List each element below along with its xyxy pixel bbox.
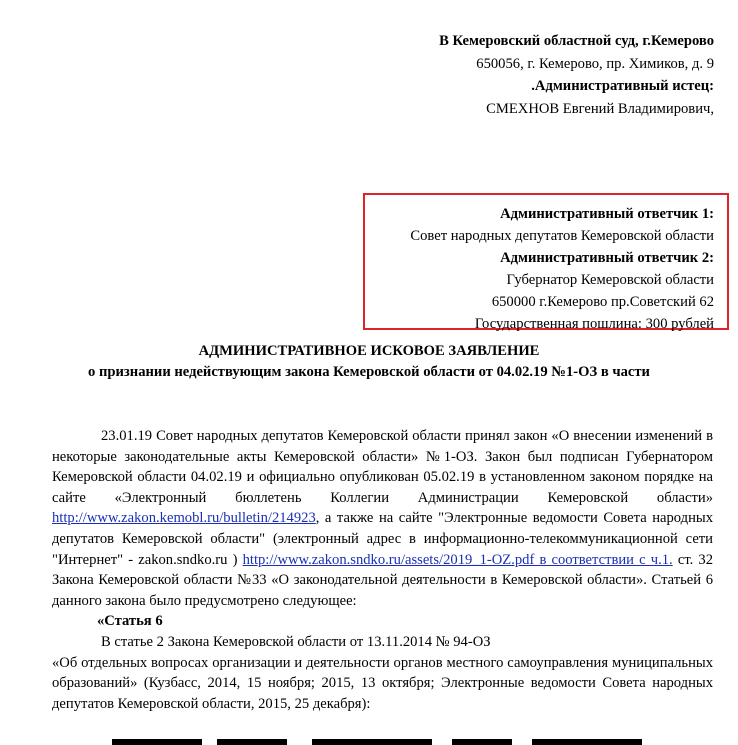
paragraph-1-part-c: ст. 32 Закона Кемеровской области №33 «О законодательной деятельности в Кемеровской области». Статьей 6 данного закона было предусмотрено следующее: — [52, 551, 713, 609]
respondent-2-address: 650000 г.Кемерово пр.Советский 62 — [491, 294, 714, 310]
article-heading: «Статья 6 — [97, 613, 163, 630]
bulletin-link[interactable]: http://www.zakon.kemobl.ru/bulletin/214923 — [52, 510, 316, 527]
document-subtitle: о признании недействующим закона Кемеровской области от 04.02.19 №1-ОЗ в части — [88, 364, 650, 380]
respondent-1-label: Административный ответчик 1: — [500, 206, 714, 222]
sndko-link[interactable]: http://www.zakon.sndko.ru/assets/2019_1-OZ.pdf в соответствии с ч.1. — [242, 551, 673, 568]
paragraph-1-part-b: , а также на сайте "Электронные ведомости Совета народных депутатов Кемеровской области" (электронный адрес в информационно-телекоммуникационной сети "Интернет" - zakon.sndko.ru ) — [52, 510, 713, 568]
article-text: «Об отдельных вопросах организации и деятельности органов местного самоуправления муниципальных образований» (Кузбасс, 2014, 15 ноября; 2015, 13 октября; Электронные ведомости Совета народных депутатов Кемеровской области, 2015, 25 декабря): — [52, 654, 713, 712]
paragraph-1-part-a: 23.01.19 Совет народных депутатов Кемеровской области принял закон «О внесении изменений в некоторые законодательные акты Кемеровской области» №1-ОЗ. Закон был подписан Губернатором Кемеровской области 04.02.19 и официально опубликован 05.02.19 в установленном законом порядке на сайте «Электронный бюллетень Коллегии Администрации Кемеровской области» — [52, 428, 713, 506]
respondent-1-name: Совет народных депутатов Кемеровской области — [410, 228, 714, 244]
paragraph-1 — [52, 426, 713, 611]
plaintiff-name: СМЕХНОВ Евгений Владимирович, — [486, 100, 714, 117]
document-body — [52, 426, 713, 714]
addressee-block — [439, 30, 714, 120]
state-fee: Государственная пошлина: 300 рублей — [474, 316, 714, 332]
document-title: АДМИНИСТРАТИВНОЕ ИСКОВОЕ ЗАЯВЛЕНИЕ — [198, 343, 540, 359]
cut-off-next-line — [52, 739, 713, 745]
respondent-2-name: Губернатор Кемеровской области — [506, 272, 714, 288]
plaintiff-label: .Административный истец: — [531, 78, 714, 95]
respondent-2-label: Административный ответчик 2: — [500, 250, 714, 266]
court-address: 650056, г. Кемерово, пр. Химиков, д. 9 — [476, 55, 714, 72]
court-name: В Кемеровский областной суд, г.Кемерово — [439, 33, 714, 49]
article-intro: В статье 2 Закона Кемеровской области от 13.11.2014 № 94-ОЗ — [101, 633, 491, 650]
respondents-highlight-box — [363, 193, 729, 330]
